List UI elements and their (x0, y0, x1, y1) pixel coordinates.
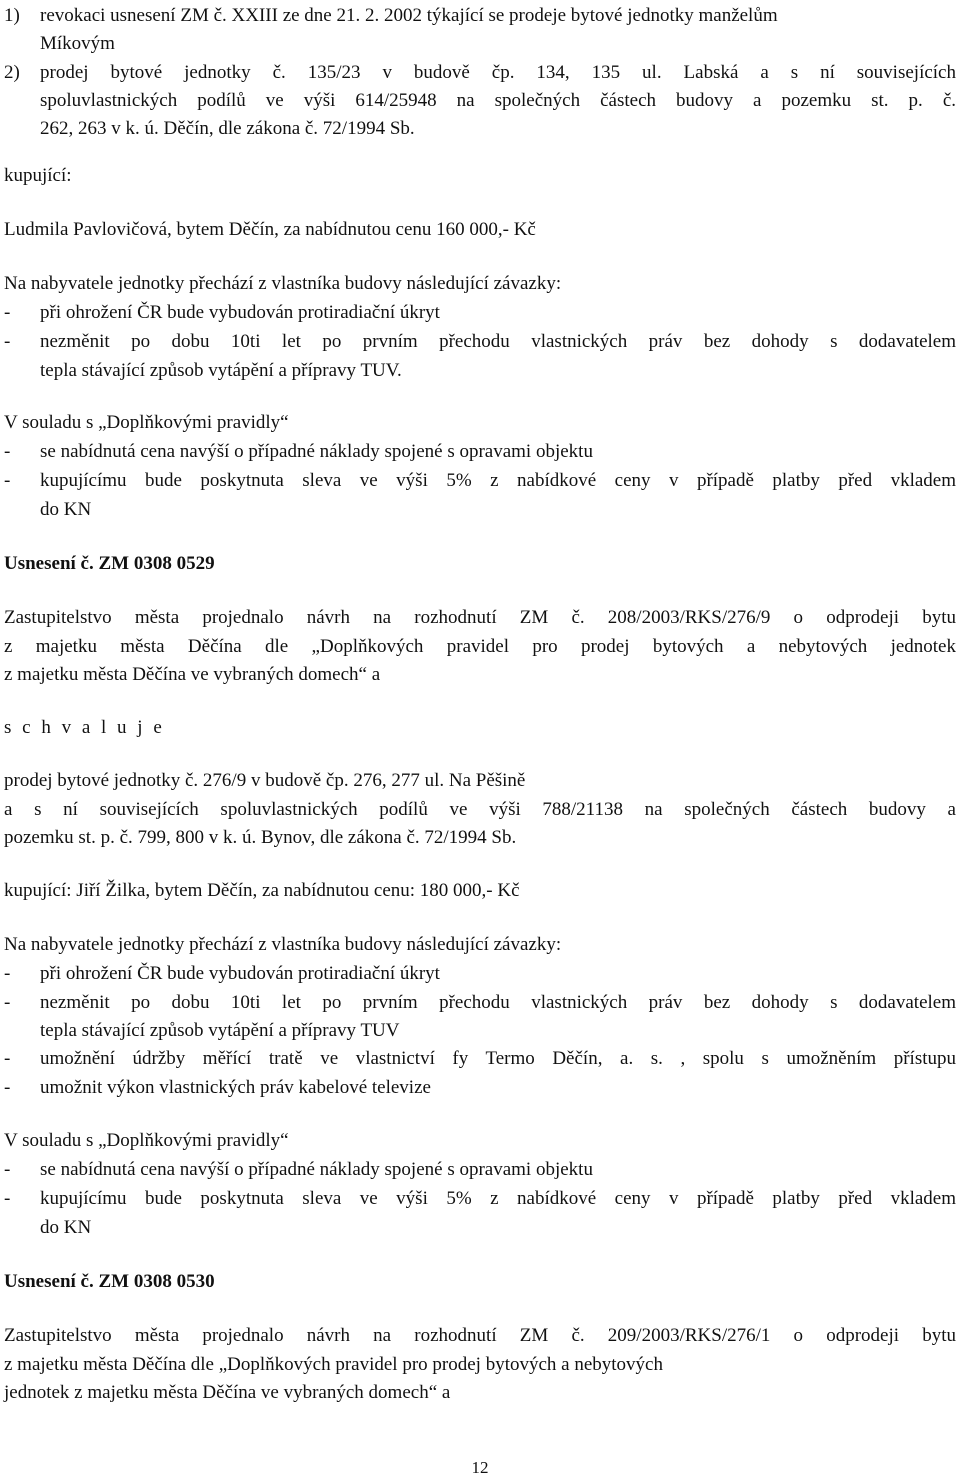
obligations-intro: Na nabyvatele jednotky přechází z vlastníka budovy následující závazky: (4, 273, 562, 294)
buyer-text: kupující: Jiří Žilka, bytem Děčín, za nabídnutou cenu: 180 000,- Kč (4, 880, 520, 901)
dash-bullet: - (4, 1159, 11, 1180)
resolution-prefix: Usnesení č. (4, 1271, 94, 1292)
rule-item (4, 440, 593, 464)
obligation-text: při ohrožení ČR bude vybudován protiradiační úkryt (40, 302, 440, 323)
list-item-2-cont: spoluvlastnických podílů ve výši 614/25948 na společných částech budovy a pozemku st. p. č. (40, 90, 956, 111)
resolution-text: Zastupitelstvo města projednalo návrh na rozhodnutí ZM č. 208/2003/RKS/276/9 o odprodeji bytu (4, 607, 956, 628)
dash-bullet: - (4, 470, 11, 491)
list-item-1 (4, 4, 778, 28)
obligation-item (4, 330, 956, 354)
rule-text: se nabídnutá cena navýší o případné náklady spojené s opravami objektu (40, 441, 593, 462)
obligation-item (4, 991, 956, 1015)
resolution-number: ZM 0308 0530 (98, 1271, 215, 1292)
rule-text-cont: do KN (40, 499, 92, 520)
obligation-text-cont: tepla stávající způsob vytápění a přípravy TUV (40, 1020, 400, 1041)
resolution-heading (4, 552, 215, 576)
list-text: prodej bytové jednotky č. 135/23 v budově čp. 134, 135 ul. Labská a s ní souvisejících (40, 62, 956, 83)
dash-bullet: - (4, 1077, 11, 1098)
dash-bullet: - (4, 992, 11, 1013)
rule-text: se nabídnutá cena navýší o případné náklady spojené s opravami objektu (40, 1159, 593, 1180)
obligation-item (4, 1076, 431, 1100)
obligation-text: umožnit výkon vlastnických práv kabelové televize (40, 1077, 431, 1098)
obligation-item (4, 962, 440, 986)
approves-word: s c h v a l u j e (4, 717, 165, 738)
dash-bullet: - (4, 302, 11, 323)
obligations-intro: Na nabyvatele jednotky přechází z vlastníka budovy následující závazky: (4, 934, 562, 955)
resolution-text: z majetku města Děčína dle „Doplňkových pravidel pro prodej bytových a nebytových (4, 1354, 663, 1375)
rules-intro: V souladu s „Doplňkovými pravidly“ (4, 1130, 289, 1151)
resolution-prefix: Usnesení č. (4, 553, 94, 574)
sale-text: a s ní souvisejících spoluvlastnických podílů ve výši 788/21138 na společných částech budovy a (4, 799, 956, 820)
list-item-2-cont: 262, 263 v k. ú. Děčín, dle zákona č. 72/1994 Sb. (40, 118, 415, 139)
list-item-2 (4, 61, 956, 85)
resolution-heading (4, 1270, 215, 1294)
dash-bullet: - (4, 1188, 11, 1209)
buyer-text: Ludmila Pavlovičová, bytem Děčín, za nabídnutou cenu 160 000,- Kč (4, 219, 536, 240)
resolution-text: z majetku města Děčína ve vybraných domech“ a (4, 664, 381, 685)
buyer-label: kupující: (4, 165, 72, 186)
resolution-text: z majetku města Děčína dle „Doplňkových pravidel pro prodej bytových a nebytových jednotek (4, 636, 956, 657)
rule-text: kupujícímu bude poskytnuta sleva ve výši 5% z nabídkové ceny v případě platby před vkladem (40, 1188, 956, 1209)
rule-item (4, 1158, 593, 1182)
sale-text: pozemku st. p. č. 799, 800 v k. ú. Bynov, dle zákona č. 72/1994 Sb. (4, 827, 517, 848)
dash-bullet: - (4, 1048, 11, 1069)
rule-item (4, 1187, 956, 1211)
obligation-item (4, 1047, 956, 1071)
obligation-item (4, 301, 440, 325)
obligation-text: nezměnit po dobu 10ti let po prvním přechodu vlastnických práv bez dohody s dodavatelem (40, 331, 956, 352)
list-text: revokaci usnesení ZM č. XXIII ze dne 21. 2. 2002 týkající se prodeje bytové jednotky manželům (40, 5, 778, 26)
obligation-text-cont: tepla stávající způsob vytápění a přípravy TUV. (40, 360, 402, 381)
page-number: 12 (471, 1458, 489, 1477)
dash-bullet: - (4, 963, 11, 984)
sale-text: prodej bytové jednotky č. 276/9 v budově čp. 276, 277 ul. Na Pěšině (4, 770, 526, 791)
obligation-text: nezměnit po dobu 10ti let po prvním přechodu vlastnických práv bez dohody s dodavatelem (40, 992, 956, 1013)
list-number: 2) (4, 62, 20, 83)
dash-bullet: - (4, 441, 11, 462)
rule-text-cont: do KN (40, 1217, 92, 1238)
resolution-number: ZM 0308 0529 (98, 553, 215, 574)
rules-intro: V souladu s „Doplňkovými pravidly“ (4, 412, 289, 433)
resolution-text: jednotek z majetku města Děčína ve vybraných domech“ a (4, 1382, 451, 1403)
rule-item (4, 469, 956, 493)
dash-bullet: - (4, 331, 11, 352)
list-number: 1) (4, 5, 20, 26)
obligation-text: při ohrožení ČR bude vybudován protiradiační úkryt (40, 963, 440, 984)
list-item-1-cont: Míkovým (40, 33, 115, 54)
resolution-text: Zastupitelstvo města projednalo návrh na rozhodnutí ZM č. 209/2003/RKS/276/1 o odprodeji bytu (4, 1325, 956, 1346)
rule-text: kupujícímu bude poskytnuta sleva ve výši 5% z nabídkové ceny v případě platby před vkladem (40, 470, 956, 491)
obligation-text: umožnění údržby měřící tratě ve vlastnictví fy Termo Děčín, a. s. , spolu s umožněním přístupu (40, 1048, 956, 1069)
